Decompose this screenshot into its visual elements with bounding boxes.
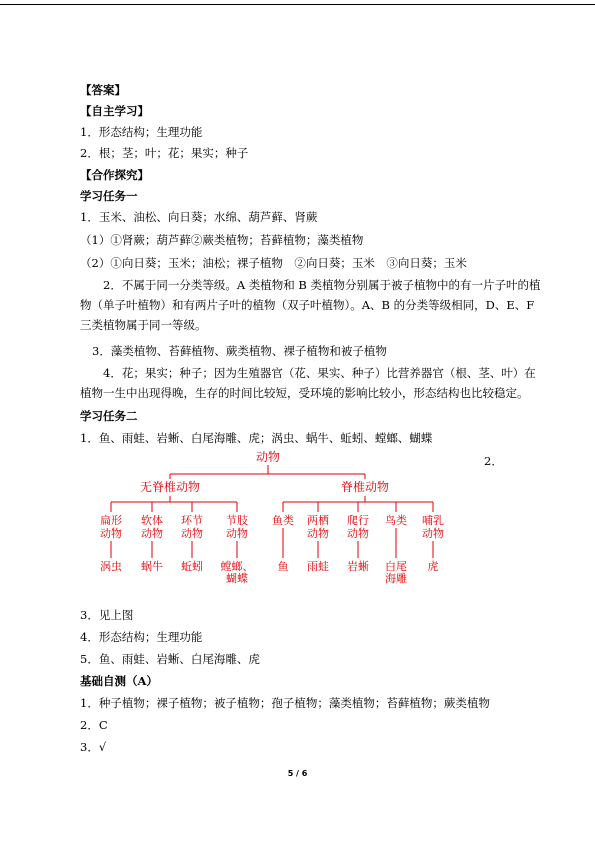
answer-heading: 【答案】 (80, 83, 126, 97)
task1-q1-b: （2）①向日葵；玉米；油松；裸子植物 ②向日葵；玉米 ③向日葵；玉米 (80, 256, 467, 270)
diagram-invert-example-label: 蝴蝶 (226, 572, 248, 585)
diagram-vert-example-label: 鱼 (277, 560, 289, 573)
self-study-item-1: 1．形态结构；生理功能 (80, 125, 203, 139)
diagram-vert-group-label: 爬行 (347, 514, 369, 527)
diagram-invertebrate-label: 无脊椎动物 (139, 480, 201, 494)
task2-q5: 5．鱼、雨蛙、岩蜥、白尾海雕、虎 (80, 652, 260, 666)
diagram-vert-group-label: 动物 (307, 527, 329, 540)
diagram-invert-group-label: 软体 (141, 514, 163, 527)
diagram-vert-group-label: 鱼类 (272, 514, 294, 527)
diagram-invert-group-label: 环节 (181, 514, 203, 527)
basic-test-item-3: 3．√ (80, 740, 107, 754)
diagram-vert-example-label: 雨蛙 (307, 560, 329, 573)
self-study-item-2: 2．根；茎；叶；花；果实；种子 (80, 146, 249, 160)
animal-classification-diagram (0, 444, 595, 594)
diagram-invert-group-label: 扁形 (100, 514, 122, 527)
task2-q3: 3．见上图 (80, 608, 134, 622)
diagram-vert-group-label: 哺乳 (422, 514, 444, 527)
task1-q1: 1．玉米、油松、向日葵；水绵、葫芦藓、肾蕨 (80, 210, 318, 224)
diagram-vert-example-label: 白尾 (385, 560, 407, 573)
diagram-invert-group-label: 动物 (181, 527, 203, 540)
task2-q2-marker: 2． (484, 454, 503, 468)
task1-title: 学习任务一 (80, 189, 138, 203)
task1-q4: 4．花；果实；种子；因为生殖器官（花、果实、种子）比营养器官（根、茎、叶）在植物一生中出现得晚，生存的时间比较短，受环境的影响比较小，形态结构也比较稳定。 (80, 366, 536, 400)
diagram-vert-group-label: 动物 (347, 527, 369, 540)
diagram-invert-example-label: 蚯蚓 (181, 560, 203, 573)
diagram-vert-group-label: 两栖 (307, 514, 329, 527)
diagram-vert-group-label: 鸟类 (385, 514, 407, 527)
basic-test-item-2: 2．C (80, 718, 108, 732)
task2-q4: 4．形态结构；生理功能 (80, 630, 203, 644)
page-number: 5 / 6 (287, 769, 308, 778)
diagram-invert-group-label: 节肢 (226, 514, 248, 527)
diagram-invert-example-label: 螳螂、 (220, 560, 254, 573)
diagram-vert-example-label: 海雕 (385, 572, 407, 585)
diagram-vert-example-label: 岩蜥 (347, 560, 369, 573)
diagram-invert-group-label: 动物 (141, 527, 163, 540)
diagram-invert-example-label: 涡虫 (100, 560, 122, 573)
diagram-vert-example-label: 虎 (427, 560, 439, 573)
diagram-invert-group-label: 动物 (100, 527, 122, 540)
basic-test-title: 基础自测（A） (80, 674, 158, 688)
task1-q2: 2．不属于同一分类等级。A 类植物和 B 类植物分别属于被子植物中的有一片子叶的植物（单子叶植物）和有两片子叶的植物（双子叶植物）。A、B 的分类等级相同，D、E、F 三类植物属于同一等级。 (80, 278, 541, 332)
task2-title: 学习任务二 (80, 409, 138, 423)
task1-q1-a: （1）①肾蕨；葫芦藓②蕨类植物；苔藓植物；藻类植物 (80, 233, 364, 247)
diagram-vert-group-label: 动物 (422, 527, 444, 540)
coop-heading: 【合作探究】 (80, 168, 149, 182)
diagram-invert-example-label: 蜗牛 (141, 560, 163, 573)
task1-q3: 3．藻类植物、苔藓植物、蕨类植物、裸子植物和被子植物 (92, 344, 387, 358)
task2-q1: 1．鱼、雨蛙、岩蜥、白尾海雕、虎；涡虫、蜗牛、蚯蚓、螳螂、蝴蝶 (80, 431, 433, 445)
diagram-invert-group-label: 动物 (226, 527, 248, 540)
diagram-vertebrate-label: 脊椎动物 (340, 480, 390, 494)
diagram-root-label: 动物 (255, 450, 281, 464)
self-study-heading: 【自主学习】 (80, 104, 149, 118)
basic-test-item-1: 1．种子植物；裸子植物；被子植物；孢子植物；藻类植物；苔藓植物；蕨类植物 (80, 696, 490, 710)
